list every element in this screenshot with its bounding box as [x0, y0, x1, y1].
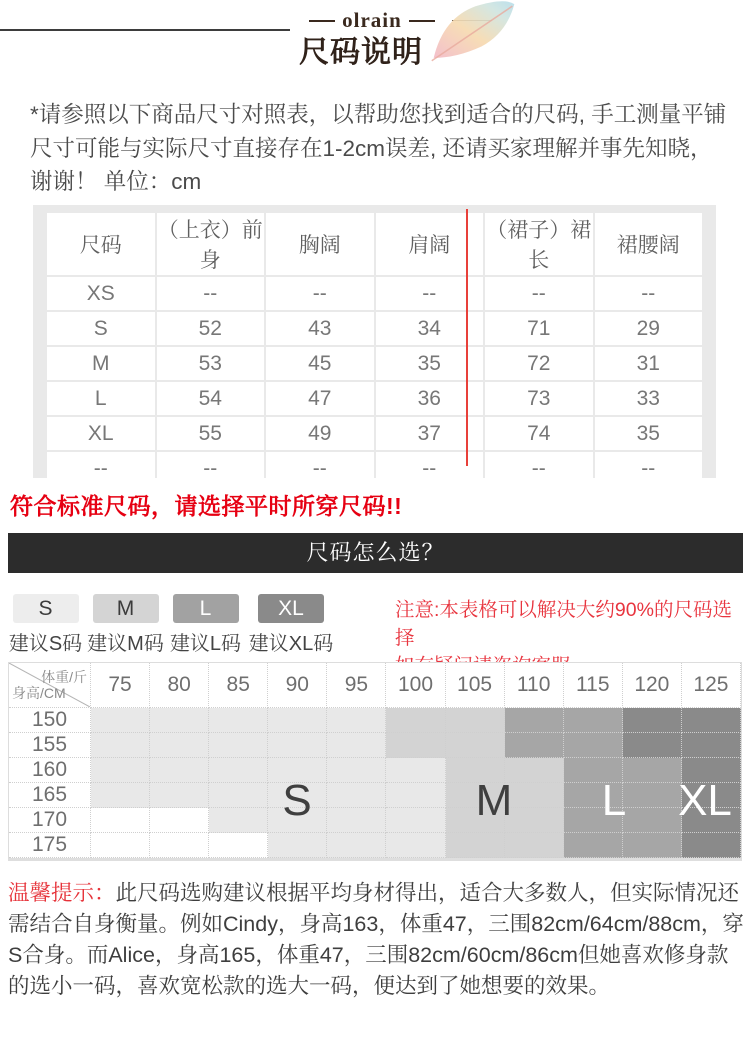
size-table-cell: 73	[485, 382, 593, 415]
size-table-cell: --	[485, 277, 593, 310]
matrix-cell-xl	[623, 733, 682, 758]
matrix-height-header: 155	[9, 733, 91, 758]
size-table-cell: S	[47, 312, 155, 345]
size-chip-m[interactable]: M	[93, 594, 159, 623]
matrix-cell-s	[209, 708, 268, 733]
matrix-cell-s	[209, 733, 268, 758]
matrix-weight-header: 110	[505, 663, 564, 708]
size-table-cell: 29	[595, 312, 703, 345]
matrix-cell-m	[505, 783, 564, 808]
matrix-cell-l	[564, 708, 623, 733]
brand-dash-left	[309, 20, 335, 22]
matrix-cell-m	[446, 733, 505, 758]
attention-note-line1: 注意:本表格可以解决大约90%的尺码选择	[395, 599, 732, 649]
size-table-row	[47, 312, 702, 345]
matrix-cell-s	[91, 783, 150, 808]
skirt-section-divider	[466, 209, 468, 466]
matrix-cell-s	[327, 708, 386, 733]
matrix-cell-s	[209, 808, 268, 833]
size-table-cell: 74	[485, 417, 593, 450]
matrix-cell-s	[209, 783, 268, 808]
matrix-cell-s	[386, 808, 445, 833]
size-table-header-cell: （裙子）裙长	[485, 213, 593, 275]
matrix-height-header: 170	[9, 808, 91, 833]
size-table-cell: 36	[376, 382, 484, 415]
size-table-cell: 35	[376, 347, 484, 380]
size-chip-col-xl	[246, 594, 336, 656]
matrix-corner-cell	[9, 663, 91, 708]
intro-paragraph: *请参照以下商品尺寸对照表，以帮助您找到适合的尺码, 手工测量平铺尺寸可能与实际尺寸直接存在1-2cm误差, 还请买家理解并事先知晓，谢谢！ 单位：cm	[30, 102, 727, 194]
size-table	[45, 211, 704, 487]
size-table-cell: 33	[595, 382, 703, 415]
matrix-cell-s	[91, 758, 150, 783]
size-table-cell: --	[376, 452, 484, 485]
size-table-cell: --	[595, 452, 703, 485]
size-table-cell: M	[47, 347, 155, 380]
matrix-height-header: 175	[9, 833, 91, 858]
page-title: 尺码说明	[299, 36, 423, 69]
matrix-cell-empty	[91, 808, 150, 833]
size-table-row	[47, 417, 702, 450]
matrix-cell-s	[268, 708, 327, 733]
size-table-cell: 43	[266, 312, 374, 345]
matrix-cell-l	[623, 808, 682, 833]
matrix-cell-s	[386, 833, 445, 858]
matrix-weight-header: 115	[564, 663, 623, 708]
matrix-cell-empty	[91, 833, 150, 858]
size-table-cell: XS	[47, 277, 155, 310]
how-to-choose-banner: 尺码怎么选？	[8, 533, 743, 573]
size-chip-caption-s: 建议S码	[8, 633, 83, 655]
size-chip-caption-m: 建议M码	[87, 633, 164, 655]
matrix-cell-s	[327, 758, 386, 783]
size-table-cell: --	[266, 277, 374, 310]
size-chip-s[interactable]: S	[13, 594, 79, 623]
size-table-cell: --	[376, 277, 484, 310]
size-table-row	[47, 347, 702, 380]
size-chip-caption-l: 建议L码	[169, 633, 242, 655]
size-table-header-cell: 胸阔	[266, 213, 374, 275]
size-table-cell: 71	[485, 312, 593, 345]
matrix-cell-empty	[150, 808, 209, 833]
size-chip-col-m	[86, 594, 165, 656]
size-table-cell: 34	[376, 312, 484, 345]
matrix-weight-header: 120	[623, 663, 682, 708]
matrix-cell-s	[150, 708, 209, 733]
matrix-cell-s	[150, 733, 209, 758]
size-table-cell: --	[47, 452, 155, 485]
matrix-cell-s	[386, 783, 445, 808]
size-table-header-cell: 尺码	[47, 213, 155, 275]
matrix-weight-header: 125	[682, 663, 741, 708]
size-table-header-cell: 裙腰阔	[595, 213, 703, 275]
matrix-weight-header: 80	[150, 663, 209, 708]
matrix-cell-m	[446, 833, 505, 858]
size-chip-l[interactable]: L	[173, 594, 239, 623]
size-chip-xl[interactable]: XL	[258, 594, 324, 623]
matrix-height-header: 165	[9, 783, 91, 808]
matrix-region-label-xl: XL	[678, 776, 732, 825]
matrix-cell-s	[386, 758, 445, 783]
matrix-cell-m	[505, 833, 564, 858]
matrix-cell-l	[564, 733, 623, 758]
matrix-region-label-s: S	[282, 776, 312, 825]
matrix-cell-m	[386, 708, 445, 733]
size-chip-col-l	[166, 594, 245, 656]
matrix-cell-xl	[682, 708, 741, 733]
fit-note: 符合标准尺码，请选择平时所穿尺码!!	[10, 493, 403, 519]
size-table-cell: 55	[157, 417, 265, 450]
matrix-cell-s	[327, 783, 386, 808]
size-table-cell: --	[266, 452, 374, 485]
matrix-cell-s	[150, 758, 209, 783]
matrix-cell-s	[327, 733, 386, 758]
size-table-panel	[33, 205, 716, 478]
size-table-cell: 49	[266, 417, 374, 450]
matrix-cell-empty	[150, 833, 209, 858]
size-table-cell: 37	[376, 417, 484, 450]
matrix-region-label-l: L	[601, 776, 627, 825]
matrix-cell-m	[505, 758, 564, 783]
size-table-cell: 72	[485, 347, 593, 380]
matrix-cell-s	[327, 833, 386, 858]
matrix-cell-l	[505, 708, 564, 733]
matrix-cell-empty	[209, 833, 268, 858]
matrix-cell-s	[91, 733, 150, 758]
size-chip-caption-xl: 建议XL码	[248, 633, 334, 655]
size-chip-col-s	[6, 594, 85, 656]
size-table-cell: 31	[595, 347, 703, 380]
matrix-region-label-m: M	[475, 776, 513, 825]
matrix-cell-s	[327, 808, 386, 833]
size-table-cell: 47	[266, 382, 374, 415]
size-table-header-cell: 肩阔	[376, 213, 484, 275]
matrix-cell-l	[564, 833, 623, 858]
matrix-cell-xl	[682, 733, 741, 758]
size-table-cell: 53	[157, 347, 265, 380]
matrix-cell-xl	[682, 833, 741, 858]
header-rule	[0, 29, 290, 31]
size-table-cell: --	[157, 277, 265, 310]
matrix-weight-header: 105	[446, 663, 505, 708]
size-table-cell: --	[157, 452, 265, 485]
tips-prefix: 温馨提示：	[8, 881, 116, 905]
matrix-cell-l	[505, 733, 564, 758]
matrix-weight-header: 95	[327, 663, 386, 708]
matrix-cell-s	[91, 708, 150, 733]
matrix-cell-s	[209, 758, 268, 783]
size-table-cell: XL	[47, 417, 155, 450]
size-matrix	[8, 662, 742, 861]
matrix-cell-xl	[623, 708, 682, 733]
brand-name: olrain	[342, 8, 402, 32]
feather-icon	[426, 0, 522, 64]
matrix-corner-weight-label: 体重/斤	[41, 669, 87, 685]
size-table-row	[47, 277, 702, 310]
tips-body: 此尺码选购建议根据平均身材得出，适合大多数人，但实际情况还需结合自身衡量。例如Cindy，身高163，体重47，三围82cm/64cm/88cm，穿S合身。而Alice，身高165，体重47，三围82cm/60cm/86cm但她喜欢修身款的选小一码，喜欢宽松款的选大一码，便达到了她想要的效果。	[8, 881, 744, 998]
matrix-cell-l	[623, 783, 682, 808]
matrix-cell-m	[446, 708, 505, 733]
matrix-cell-l	[623, 833, 682, 858]
size-table-cell: L	[47, 382, 155, 415]
size-table-header-cell: （上衣）前身	[157, 213, 265, 275]
size-table-cell: --	[595, 277, 703, 310]
matrix-weight-header: 90	[268, 663, 327, 708]
size-table-row	[47, 382, 702, 415]
matrix-corner-height-label: 身高/CM	[12, 685, 66, 701]
matrix-height-header: 150	[9, 708, 91, 733]
matrix-weight-header: 75	[91, 663, 150, 708]
matrix-weight-header: 100	[386, 663, 445, 708]
size-table-cell: 52	[157, 312, 265, 345]
size-table-row	[47, 452, 702, 485]
matrix-weight-header: 85	[209, 663, 268, 708]
matrix-cell-s	[150, 783, 209, 808]
tips-paragraph	[8, 878, 747, 1002]
size-table-cell: --	[485, 452, 593, 485]
size-table-cell: 54	[157, 382, 265, 415]
matrix-cell-m	[505, 808, 564, 833]
matrix-cell-s	[268, 733, 327, 758]
size-table-cell: 45	[266, 347, 374, 380]
matrix-height-header: 160	[9, 758, 91, 783]
size-table-cell: 35	[595, 417, 703, 450]
size-chips-row	[6, 594, 337, 656]
matrix-cell-l	[623, 758, 682, 783]
matrix-cell-m	[386, 733, 445, 758]
matrix-cell-s	[268, 833, 327, 858]
